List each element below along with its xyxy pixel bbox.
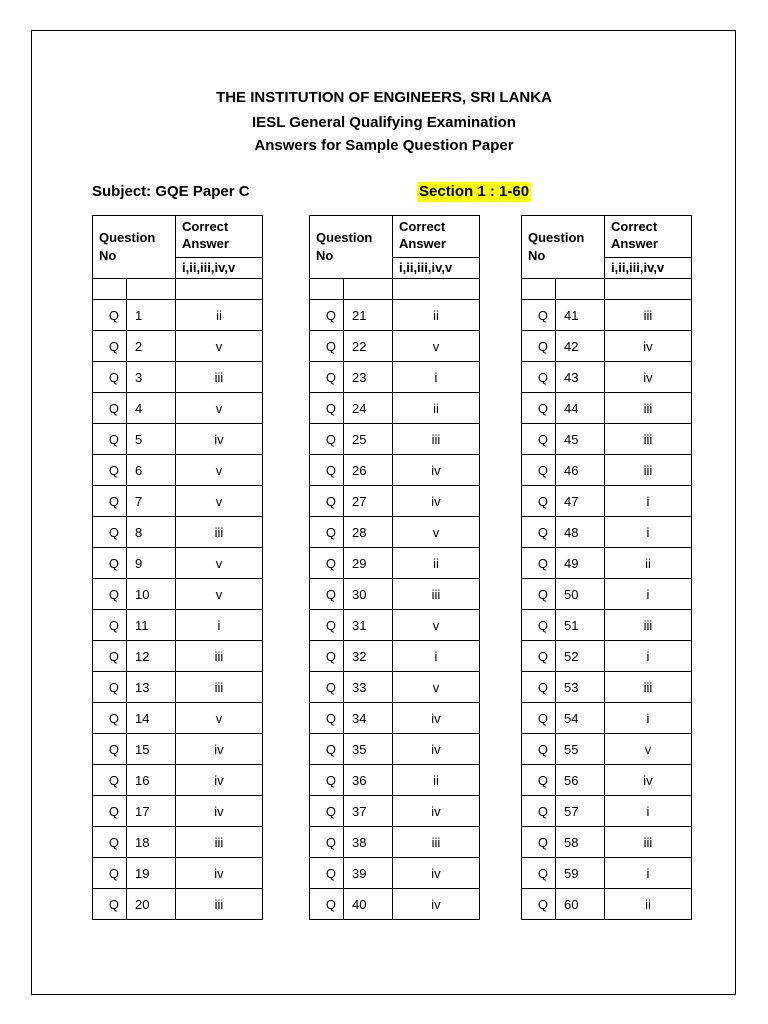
table-row xyxy=(522,362,692,393)
table-row xyxy=(522,796,692,827)
table-row xyxy=(310,548,480,579)
correct-answer: iv xyxy=(393,889,480,920)
table-row xyxy=(93,331,263,362)
table-row xyxy=(522,703,692,734)
question-prefix: Q xyxy=(310,486,344,517)
question-prefix: Q xyxy=(310,703,344,734)
table-row xyxy=(310,455,480,486)
answer-table xyxy=(309,215,480,920)
question-prefix: Q xyxy=(522,610,556,641)
answer-table xyxy=(92,215,263,920)
correct-answer: iii xyxy=(176,827,263,858)
correct-answer: iv xyxy=(393,796,480,827)
answer-options-header: i,ii,iii,iv,v xyxy=(605,258,692,279)
question-number: 23 xyxy=(344,362,393,393)
table-row xyxy=(522,455,692,486)
question-number: 20 xyxy=(127,889,176,920)
question-number: 29 xyxy=(344,548,393,579)
question-prefix: Q xyxy=(522,796,556,827)
question-prefix: Q xyxy=(310,641,344,672)
table-row xyxy=(310,703,480,734)
table-row xyxy=(522,827,692,858)
question-number: 2 xyxy=(127,331,176,362)
question-number: 11 xyxy=(127,610,176,641)
question-prefix: Q xyxy=(310,672,344,703)
question-number: 57 xyxy=(556,796,605,827)
table-row xyxy=(522,734,692,765)
question-number: 4 xyxy=(127,393,176,424)
table-row xyxy=(93,455,263,486)
question-prefix: Q xyxy=(522,300,556,331)
question-prefix: Q xyxy=(522,455,556,486)
correct-answer: ii xyxy=(605,548,692,579)
correct-answer: iv xyxy=(176,765,263,796)
question-prefix: Q xyxy=(522,424,556,455)
question-prefix: Q xyxy=(310,424,344,455)
table-row xyxy=(310,827,480,858)
table-row xyxy=(522,300,692,331)
question-prefix: Q xyxy=(522,734,556,765)
question-no-header: Question No xyxy=(310,216,393,279)
correct-answer: ii xyxy=(605,889,692,920)
question-number: 8 xyxy=(127,517,176,548)
subject-label: Subject: GQE Paper C xyxy=(92,183,250,200)
correct-answer: iii xyxy=(605,300,692,331)
question-number: 1 xyxy=(127,300,176,331)
question-number: 47 xyxy=(556,486,605,517)
table-row xyxy=(522,517,692,548)
table-row xyxy=(93,517,263,548)
correct-answer: iv xyxy=(393,455,480,486)
question-number: 21 xyxy=(344,300,393,331)
question-number: 24 xyxy=(344,393,393,424)
question-number: 43 xyxy=(556,362,605,393)
correct-answer: iv xyxy=(393,703,480,734)
question-prefix: Q xyxy=(310,827,344,858)
question-number: 38 xyxy=(344,827,393,858)
question-number: 42 xyxy=(556,331,605,362)
question-number: 49 xyxy=(556,548,605,579)
correct-answer: v xyxy=(605,734,692,765)
table-row xyxy=(310,331,480,362)
correct-answer: iv xyxy=(393,858,480,889)
table-row xyxy=(310,424,480,455)
question-prefix: Q xyxy=(310,362,344,393)
question-prefix: Q xyxy=(93,455,127,486)
question-number: 9 xyxy=(127,548,176,579)
question-prefix: Q xyxy=(93,827,127,858)
table-row xyxy=(522,672,692,703)
question-prefix: Q xyxy=(93,362,127,393)
question-number: 36 xyxy=(344,765,393,796)
correct-answer-header: Correct Answer xyxy=(176,216,263,258)
question-number: 54 xyxy=(556,703,605,734)
correct-answer: iv xyxy=(393,734,480,765)
question-no-header: Question No xyxy=(93,216,176,279)
question-number: 6 xyxy=(127,455,176,486)
question-prefix: Q xyxy=(310,610,344,641)
question-prefix: Q xyxy=(310,455,344,486)
table-row xyxy=(310,858,480,889)
table-row xyxy=(310,300,480,331)
question-prefix: Q xyxy=(93,672,127,703)
table-row xyxy=(522,393,692,424)
question-number: 27 xyxy=(344,486,393,517)
correct-answer: iv xyxy=(605,362,692,393)
table-row xyxy=(310,641,480,672)
question-prefix: Q xyxy=(522,703,556,734)
question-prefix: Q xyxy=(522,486,556,517)
table-row xyxy=(310,362,480,393)
correct-answer: iii xyxy=(393,827,480,858)
correct-answer: i xyxy=(605,858,692,889)
correct-answer: iii xyxy=(393,424,480,455)
question-number: 37 xyxy=(344,796,393,827)
correct-answer: v xyxy=(176,703,263,734)
question-prefix: Q xyxy=(310,300,344,331)
correct-answer: i xyxy=(605,486,692,517)
correct-answer: v xyxy=(393,517,480,548)
table-row xyxy=(310,765,480,796)
question-number: 18 xyxy=(127,827,176,858)
question-prefix: Q xyxy=(522,641,556,672)
question-number: 46 xyxy=(556,455,605,486)
table-row xyxy=(310,579,480,610)
table-row xyxy=(522,889,692,920)
question-prefix: Q xyxy=(522,765,556,796)
correct-answer: iv xyxy=(176,858,263,889)
question-prefix: Q xyxy=(310,765,344,796)
table-row xyxy=(93,641,263,672)
question-number: 48 xyxy=(556,517,605,548)
table-row xyxy=(93,424,263,455)
question-number: 13 xyxy=(127,672,176,703)
correct-answer: v xyxy=(176,331,263,362)
question-number: 28 xyxy=(344,517,393,548)
correct-answer: iii xyxy=(605,610,692,641)
question-number: 25 xyxy=(344,424,393,455)
question-number: 55 xyxy=(556,734,605,765)
question-number: 34 xyxy=(344,703,393,734)
question-number: 16 xyxy=(127,765,176,796)
correct-answer: ii xyxy=(393,300,480,331)
correct-answer: iii xyxy=(605,393,692,424)
question-prefix: Q xyxy=(522,889,556,920)
question-number: 44 xyxy=(556,393,605,424)
table-row xyxy=(310,889,480,920)
question-number: 32 xyxy=(344,641,393,672)
question-prefix: Q xyxy=(522,672,556,703)
question-prefix: Q xyxy=(522,331,556,362)
table-row xyxy=(93,393,263,424)
correct-answer: iv xyxy=(393,486,480,517)
question-number: 58 xyxy=(556,827,605,858)
question-prefix: Q xyxy=(310,548,344,579)
correct-answer: ii xyxy=(393,548,480,579)
question-number: 40 xyxy=(344,889,393,920)
question-prefix: Q xyxy=(93,331,127,362)
exam-title: IESL General Qualifying Examination xyxy=(252,114,516,131)
question-prefix: Q xyxy=(522,548,556,579)
question-prefix: Q xyxy=(522,827,556,858)
table-row xyxy=(522,424,692,455)
table-row xyxy=(522,610,692,641)
question-number: 7 xyxy=(127,486,176,517)
question-prefix: Q xyxy=(522,517,556,548)
question-number: 56 xyxy=(556,765,605,796)
question-prefix: Q xyxy=(93,703,127,734)
table-row xyxy=(310,734,480,765)
question-prefix: Q xyxy=(310,796,344,827)
question-number: 14 xyxy=(127,703,176,734)
question-prefix: Q xyxy=(93,579,127,610)
table-row xyxy=(522,641,692,672)
question-prefix: Q xyxy=(93,424,127,455)
correct-answer-header: Correct Answer xyxy=(605,216,692,258)
question-prefix: Q xyxy=(522,579,556,610)
table-row xyxy=(93,548,263,579)
correct-answer: ii xyxy=(176,300,263,331)
question-number: 52 xyxy=(556,641,605,672)
institution-title: THE INSTITUTION OF ENGINEERS, SRI LANKA xyxy=(216,89,552,106)
correct-answer: v xyxy=(393,610,480,641)
table-row xyxy=(522,331,692,362)
correct-answer: i xyxy=(605,703,692,734)
section-label: Section 1 : 1-60 xyxy=(419,183,530,200)
table-row xyxy=(522,858,692,889)
question-prefix: Q xyxy=(310,889,344,920)
question-prefix: Q xyxy=(93,641,127,672)
correct-answer: ii xyxy=(393,765,480,796)
correct-answer: i xyxy=(393,641,480,672)
correct-answer: iv xyxy=(176,734,263,765)
answer-options-header: i,ii,iii,iv,v xyxy=(393,258,480,279)
table-row xyxy=(93,300,263,331)
question-prefix: Q xyxy=(522,393,556,424)
question-number: 30 xyxy=(344,579,393,610)
question-number: 59 xyxy=(556,858,605,889)
question-prefix: Q xyxy=(310,579,344,610)
table-row xyxy=(93,610,263,641)
question-prefix: Q xyxy=(522,858,556,889)
correct-answer: v xyxy=(176,579,263,610)
question-number: 51 xyxy=(556,610,605,641)
table-row xyxy=(93,889,263,920)
question-prefix: Q xyxy=(93,858,127,889)
correct-answer: iii xyxy=(605,424,692,455)
correct-answer: i xyxy=(605,796,692,827)
question-prefix: Q xyxy=(93,548,127,579)
question-prefix: Q xyxy=(522,362,556,393)
correct-answer: iii xyxy=(176,362,263,393)
correct-answer: v xyxy=(176,548,263,579)
question-prefix: Q xyxy=(93,796,127,827)
question-number: 31 xyxy=(344,610,393,641)
correct-answer: iv xyxy=(176,796,263,827)
table-row xyxy=(93,827,263,858)
question-prefix: Q xyxy=(93,734,127,765)
correct-answer: i xyxy=(393,362,480,393)
question-prefix: Q xyxy=(93,610,127,641)
question-prefix: Q xyxy=(310,393,344,424)
question-number: 15 xyxy=(127,734,176,765)
question-number: 39 xyxy=(344,858,393,889)
table-row xyxy=(93,734,263,765)
correct-answer: iii xyxy=(605,455,692,486)
table-row xyxy=(93,579,263,610)
answer-table xyxy=(521,215,692,920)
table-row xyxy=(310,517,480,548)
correct-answer: v xyxy=(393,672,480,703)
table-row xyxy=(310,393,480,424)
question-number: 45 xyxy=(556,424,605,455)
question-number: 17 xyxy=(127,796,176,827)
question-prefix: Q xyxy=(310,858,344,889)
question-prefix: Q xyxy=(93,517,127,548)
question-prefix: Q xyxy=(93,765,127,796)
correct-answer: iii xyxy=(393,579,480,610)
correct-answer: iii xyxy=(605,827,692,858)
correct-answer-header: Correct Answer xyxy=(393,216,480,258)
question-number: 53 xyxy=(556,672,605,703)
table-row xyxy=(93,486,263,517)
correct-answer: ii xyxy=(393,393,480,424)
question-number: 35 xyxy=(344,734,393,765)
correct-answer: i xyxy=(605,517,692,548)
table-row xyxy=(522,579,692,610)
correct-answer: i xyxy=(605,579,692,610)
correct-answer: v xyxy=(176,393,263,424)
question-prefix: Q xyxy=(310,734,344,765)
correct-answer: i xyxy=(176,610,263,641)
correct-answer: iii xyxy=(176,517,263,548)
correct-answer: iii xyxy=(176,672,263,703)
question-number: 3 xyxy=(127,362,176,393)
question-number: 60 xyxy=(556,889,605,920)
table-row xyxy=(522,765,692,796)
table-row xyxy=(310,610,480,641)
question-number: 12 xyxy=(127,641,176,672)
question-number: 19 xyxy=(127,858,176,889)
correct-answer: iii xyxy=(605,672,692,703)
question-number: 33 xyxy=(344,672,393,703)
question-prefix: Q xyxy=(310,517,344,548)
table-row xyxy=(522,486,692,517)
correct-answer: iv xyxy=(176,424,263,455)
question-number: 41 xyxy=(556,300,605,331)
question-number: 5 xyxy=(127,424,176,455)
question-prefix: Q xyxy=(93,393,127,424)
table-row xyxy=(93,796,263,827)
table-row xyxy=(310,672,480,703)
table-row xyxy=(93,765,263,796)
question-number: 26 xyxy=(344,455,393,486)
correct-answer: i xyxy=(605,641,692,672)
question-number: 22 xyxy=(344,331,393,362)
table-row xyxy=(310,796,480,827)
table-row xyxy=(310,486,480,517)
correct-answer: iv xyxy=(605,331,692,362)
question-prefix: Q xyxy=(93,486,127,517)
answer-options-header: i,ii,iii,iv,v xyxy=(176,258,263,279)
question-prefix: Q xyxy=(310,331,344,362)
correct-answer: v xyxy=(393,331,480,362)
question-no-header: Question No xyxy=(522,216,605,279)
table-row xyxy=(522,548,692,579)
question-number: 50 xyxy=(556,579,605,610)
table-row xyxy=(93,672,263,703)
correct-answer: iii xyxy=(176,641,263,672)
table-row xyxy=(93,362,263,393)
question-prefix: Q xyxy=(93,300,127,331)
table-row xyxy=(93,858,263,889)
correct-answer: iv xyxy=(605,765,692,796)
table-row xyxy=(93,703,263,734)
correct-answer: v xyxy=(176,486,263,517)
correct-answer: v xyxy=(176,455,263,486)
document-title: Answers for Sample Question Paper xyxy=(254,137,514,154)
question-prefix: Q xyxy=(93,889,127,920)
correct-answer: iii xyxy=(176,889,263,920)
question-number: 10 xyxy=(127,579,176,610)
